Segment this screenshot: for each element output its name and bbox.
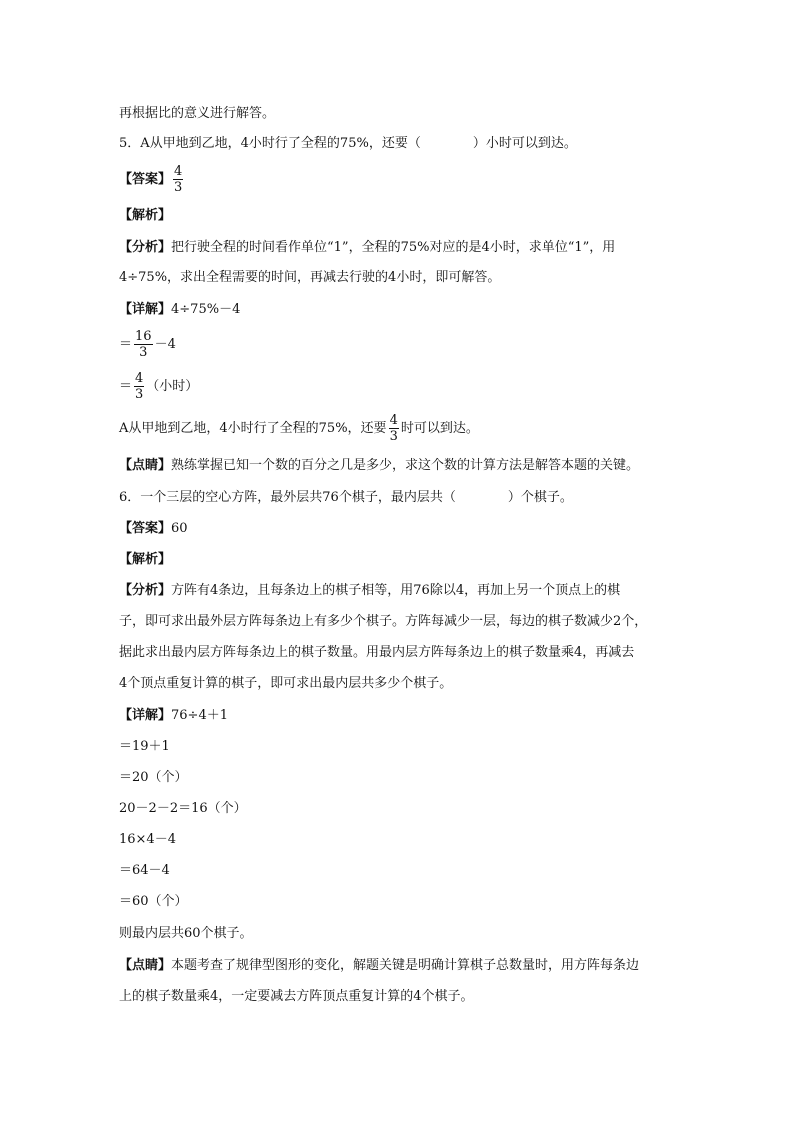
key-point-line: 【点睛】本题考查了规律型图形的变化，解题关键是明确计算棋子总数量时，用方阵每条边: [119, 958, 640, 973]
equation-line: ＝20（个）: [119, 770, 188, 785]
answer-fraction: $\frac{4}{3}$: [174, 164, 183, 195]
analysis-heading: 【解析】: [119, 208, 172, 223]
fraction: $\frac{4}{3}$: [135, 371, 144, 402]
equation-line: ＝60（个）: [119, 894, 188, 909]
equation-line: 20－2－2＝16（个）: [119, 801, 247, 816]
question-6: 6．一个三层的空心方阵，最外层共76个棋子，最内层共（ ）个棋子。: [119, 490, 573, 505]
detail-line: 【详解】76÷4＋1: [119, 708, 228, 723]
equation-line: ＝ $\frac{16}{3}$ －4: [119, 329, 176, 360]
conclusion-line: A从甲地到乙地，4小时行了全程的75%，还要 $\frac{4}{3}$ 时可以到达。: [119, 413, 479, 444]
equation-line: 16×4－4: [119, 832, 176, 847]
analysis-line: 4÷75%，求出全程需要的时间，再减去行驶的4小时，即可解答。: [119, 270, 501, 285]
fraction: $\frac{4}{3}$: [389, 413, 398, 444]
equation-line: ＝ $\frac{4}{3}$ （小时）: [119, 371, 199, 402]
answer-6: 【答案】60: [119, 521, 188, 536]
text-line: 再根据比的意义进行解答。: [119, 106, 276, 121]
equation-line: ＝19＋1: [119, 739, 170, 754]
analysis-line: 据此求出最内层方阵每条边上的棋子数量。用最内层方阵每条边上的棋子数量乘4，再减去: [119, 645, 635, 660]
fraction: $\frac{16}{3}$: [135, 329, 152, 360]
analysis-line: 【分析】把行驶全程的时间看作单位“1”，全程的75%对应的是4小时，求单位“1”，用: [119, 240, 616, 255]
analysis-line: 【分析】方阵有4条边，且每条边上的棋子相等，用76除以4，再加上另一个顶点上的棋: [119, 583, 621, 598]
question-5: 5．A从甲地到乙地，4小时行了全程的75%，还要（ ）小时可以到达。: [119, 136, 577, 151]
key-point-line: 上的棋子数量乘4，一定要减去方阵顶点重复计算的4个棋子。: [119, 989, 474, 1004]
conclusion-line: 则最内层共60个棋子。: [119, 926, 253, 941]
detail-line: 【详解】4÷75%－4: [119, 302, 241, 317]
analysis-heading: 【解析】: [119, 552, 172, 567]
answer-label: 【答案】: [119, 172, 172, 187]
equation-line: ＝64－4: [119, 863, 170, 878]
key-point-line: 【点睛】熟练掌握已知一个数的百分之几是多少，求这个数的计算方法是解答本题的关键。: [119, 458, 640, 473]
analysis-line: 4个顶点重复计算的棋子，即可求出最内层共多少个棋子。: [119, 676, 453, 691]
analysis-line: 子，即可求出最外层方阵每条边上有多少个棋子。方阵每减少一层，每边的棋子数减少2个，: [119, 614, 648, 629]
answer-5: [119, 160, 185, 200]
